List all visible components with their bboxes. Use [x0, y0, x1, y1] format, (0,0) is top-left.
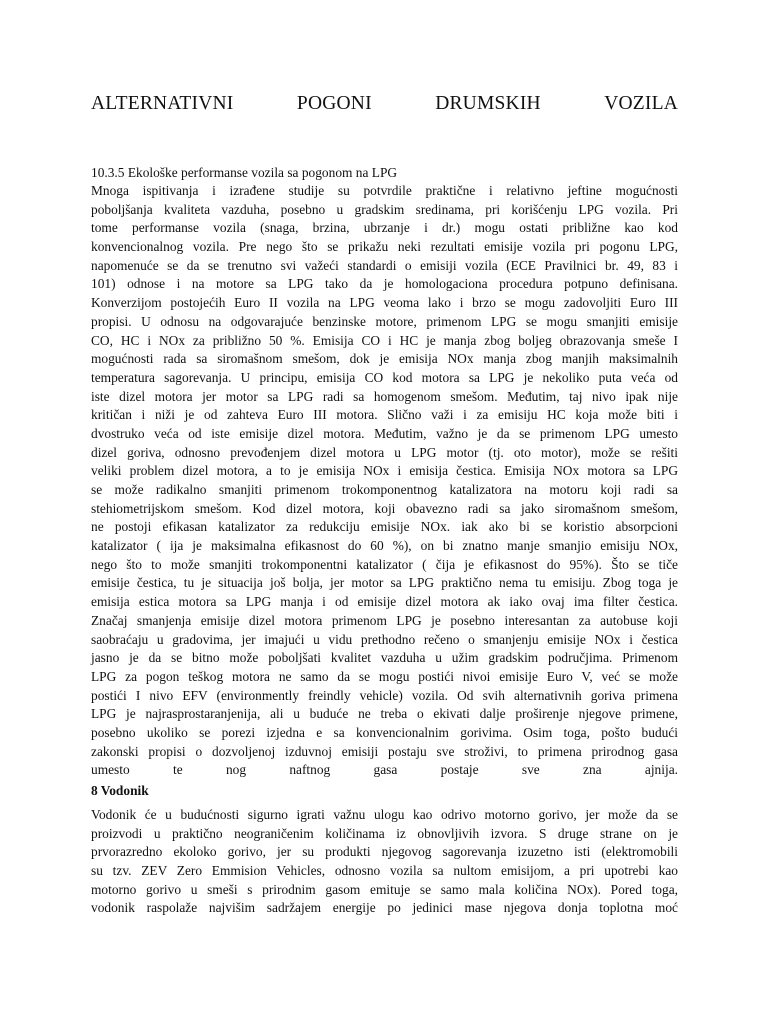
paragraph-line: LPG za pogon teškog motora ne samo da se mogu postići nivoi emisije Euro V, već se može: [91, 668, 678, 684]
paragraph-line: kritičan i niži je od zahteva Euro III motora. Slično važi i za emisiju HC koja može biti i: [91, 407, 678, 423]
paragraph-line: katalizator ( ija je maksimalna efikasnost do 60 %), on bi znatno manje smanjio emisiju NOx,: [91, 538, 678, 554]
title-word: DRUMSKIH: [435, 93, 541, 114]
paragraph-line: emisije čestica, tu je situacija još bolja, jer motor sa LPG praktično nema tu emisiju. Zbog toga je: [91, 575, 678, 591]
paragraph-line: umesto te nog naftnog gasa postaje sve zna ajnija.: [91, 762, 678, 778]
paragraph-line: proizvodi u praktično neograničenim količinama iz obnovljivih izvora. S druge strane on je: [91, 825, 678, 841]
paragraph-line: veliki problem dizel motora, a to je emisija NOx i emisija čestica. Emisija NOx motora sa LPG: [91, 463, 678, 479]
title-word: POGONI: [296, 93, 372, 114]
section-heading-vodonik: 8 Vodonik: [91, 783, 149, 798]
paragraph-line: propisi. U odnosu na odgovarajuće benzinske motore, primenom LPG se mogu smanjiti emisije: [91, 313, 678, 329]
paragraph-line: napomenuće se da se trenutno svi važeći standardi o emisiji vozila (ECE Pravilnici br. 49, 83 i: [91, 257, 678, 273]
paragraph-line: dizel goriva, odnosno prevođenjem dizel motora u LPG motor (tj. oto motor), može se rešiti: [91, 444, 678, 460]
paragraph-line: dvostruko veća od iste emisije dizel motora. Međutim, važno je da se primenom LPG umesto: [91, 425, 678, 441]
paragraph-line: ne postoji efikasan katalizator za redukciju emisije NOx. iak ako bi se koristio absorpcioni: [91, 519, 678, 535]
paragraph-line: Vodonik će u budućnosti sigurno igrati važnu ulogu kao odrivo motorno gorivo, jer može da se: [91, 807, 678, 822]
paragraph-line: Konverzijom postojećih Euro II vozila na LPG veoma lako i brzo se mogu zadovoljiti Euro III: [91, 295, 678, 311]
paragraph-line: konvencionalnog vozila. Pre nego što se prikažu neki rezultati emisije vozila pri pogonu LPG,: [91, 239, 678, 255]
paragraph-line: CO, HC i NOx za približno 50 %. Emisija CO i HC je manja zbog boljeg obrazovanja smeše I: [91, 332, 678, 348]
paragraph-line: Mnoga ispitivanja i izrađene studije su potvrdile praktične i relativno jeftine mogućnosti: [91, 183, 678, 198]
paragraph-line: iste dizel motora jer motor sa LPG radi sa homogenom smešom. Međutim, taj nivo ipak nije: [91, 388, 678, 404]
paragraph-line: postići I nivo EFV (environmently freindly vehicle) vozila. Od svih alternativnih goriva primena: [91, 687, 678, 703]
document-title: [91, 93, 678, 115]
subsection-heading: 10.3.5 Ekološke performanse vozila sa pogonom na LPG: [91, 165, 398, 180]
paragraph-line: temperatura sagorevanja. U principu, emisija CO kod motora sa LPG je nekoliko puta veća od: [91, 369, 678, 385]
paragraph-line: LPG je najrasprostaranjenija, ali u budućе ne treba o ekivati dalje proširenje njegove primene,: [91, 706, 678, 722]
paragraph-line: poboljšanja kvaliteta vazduha, posebno u gradskim sredinama, pri korišćenju LPG vozila. Pri: [91, 201, 678, 217]
paragraph-lpg-emissions: [91, 182, 678, 780]
paragraph-line: mogućnosti rada sa siromašnom smešom, dok je emisija NOx manja zbog manjih maksimalnih: [91, 351, 678, 367]
title-word: ALTERNATIVNI: [91, 93, 234, 114]
paragraph-line: emisija estica motora sa LPG manja i od emisije dizel motora ak iako ovaj ima filter čestica.: [91, 594, 678, 610]
paragraph-line: jasno je da se bitno može poboljšati kvalitet vazduha u užim gradskim područjima. Primenom: [91, 650, 678, 666]
paragraph-line: posebno ukoliko se porezi izjedna e sa konvencionalnim gorivima. Osim toga, pošto budući: [91, 724, 678, 740]
paragraph-line: motorno gorivo u smeši s prirodnim gasom emituje se samo mala količina NOx). Pored toga,: [91, 881, 678, 897]
paragraph-line: vodonik raspolaže najvišim sadržajem energije po jedinici mase njegova donja toplotna moć: [91, 900, 678, 916]
paragraph-line: 101) odnose i na motore sa LPG tako da je homologaciona procedura potpuno definisana.: [91, 276, 678, 292]
paragraph-hydrogen: [91, 806, 678, 918]
paragraph-line: zakonski propisi o dozvoljenoj izduvnoj emisiji postaju sve stroživi, to primena prirodnog gasa: [91, 743, 678, 759]
paragraph-line: tome performanse vozila (snaga, brzina, ubrzanje i dr.) mogu ostati približne kao kod: [91, 220, 678, 236]
paragraph-line: se može radikalno smanjiti primenom trokomponentnog katalizatora na motoru koji radi sa: [91, 482, 678, 497]
paragraph-line: stehiometrijskom smešom. Kod dizel motora, koji obavezno radi sa jako siromašnom smešom,: [91, 500, 678, 516]
title-word: VOZILA: [604, 93, 678, 114]
paragraph-line: saobraćaju u gradovima, jer imajući u vidu prethodno rečeno o smanjenju emisije NOx i čestica: [91, 631, 678, 647]
paragraph-line: Značaj smanjenja emisije dizel motora primenom LPG je posebno interesantan za autobuse koji: [91, 612, 678, 628]
paragraph-line: nego što to može smanjiti trokomponentni katalizator ( čija je efikasnost do 95%). Što se tiče: [91, 556, 678, 572]
paragraph-line: su tzv. ZEV Zero Emmision Vehicles, odnosno vozila sa nultom emisijom, a pri upotrebi kao: [91, 863, 678, 879]
paragraph-line: prvorazredno ekoloko gorivo, jer su produkti njegovog sagorevanja izuzetno isti (elektromobili: [91, 844, 678, 860]
